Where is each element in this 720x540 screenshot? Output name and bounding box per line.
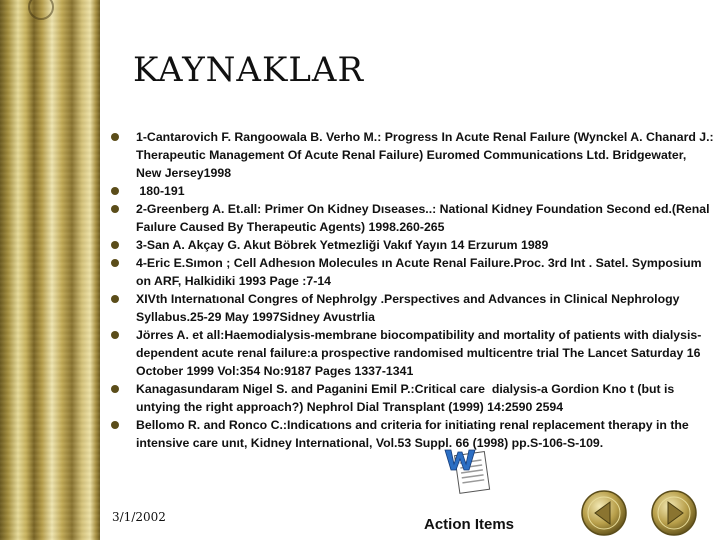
stripe-swirl-ornament bbox=[28, 0, 54, 20]
reference-item: 1-Cantarovich F. Rangoowala B. Verho M.: Progress In Acute Renal Faılure (Wynckel A. Chanard J.: Therapeutic Management Of Acute Renal Failure) Euromed Communications Ltd. Bridgewater, New Jersey1998 bbox=[108, 128, 714, 182]
next-slide-icon[interactable] bbox=[650, 489, 698, 537]
action-items-link[interactable]: Action Items bbox=[424, 516, 515, 533]
reference-item: 2-Greenberg A. Et.all: Primer On Kidney Dıseases..: National Kidney Foundation Second ed.(Renal Faılure Caused By Therapeutic Agents) 1998.260-265 bbox=[108, 200, 714, 236]
word-document-icon[interactable] bbox=[443, 446, 493, 498]
reference-item: 3-San A. Akçay G. Akut Böbrek Yetmezliği Vakıf Yayın 14 Erzurum 1989 bbox=[108, 236, 714, 254]
reference-list bbox=[108, 128, 718, 452]
decorative-gold-stripe bbox=[0, 0, 100, 540]
reference-item: Kanagasundaram Nigel S. and Paganini Emil P.:Critical care dialysis-a Gordion Kno t (but is untying the right approach?) Nephrol Dial Transplant (1999) 14:2590 2594 bbox=[108, 380, 714, 416]
slide-title: KAYNAKLAR bbox=[133, 50, 365, 90]
reference-item: XIVth Internatıonal Congres of Nephrolgy .Perspectives and Advances in Clinical Nephrology Syllabus.25-29 May 1997Sidney Avustrlia bbox=[108, 290, 714, 326]
reference-item: 180-191 bbox=[108, 182, 714, 200]
reference-item: 4-Eric E.Sımon ; Cell Adhesıon Molecules ın Acute Renal Failure.Proc. 3rd Int . Satel. Symposium on ARF, Halkidiki 1993 Page :7-14 bbox=[108, 254, 714, 290]
reference-item: Jörres A. et all:Haemodialysis-membrane biocompatibility and mortality of patients with dialysis-dependent acute renal failure:a prospective randomised multicentre trial The Lancet Saturday 16 October 1999 Vol:354 No:9187 Pages 1337-1341 bbox=[108, 326, 714, 380]
previous-slide-icon[interactable] bbox=[580, 489, 628, 537]
reference-item: Bellomo R. and Ronco C.:Indicatıons and criteria for initiating renal replacement therapy in the intensive care unıt, Kidney International, Vol.53 Suppl. 66 (1998) pp.S-106-S-109. bbox=[108, 416, 714, 452]
slide-date: 3/1/2002 bbox=[112, 510, 166, 524]
